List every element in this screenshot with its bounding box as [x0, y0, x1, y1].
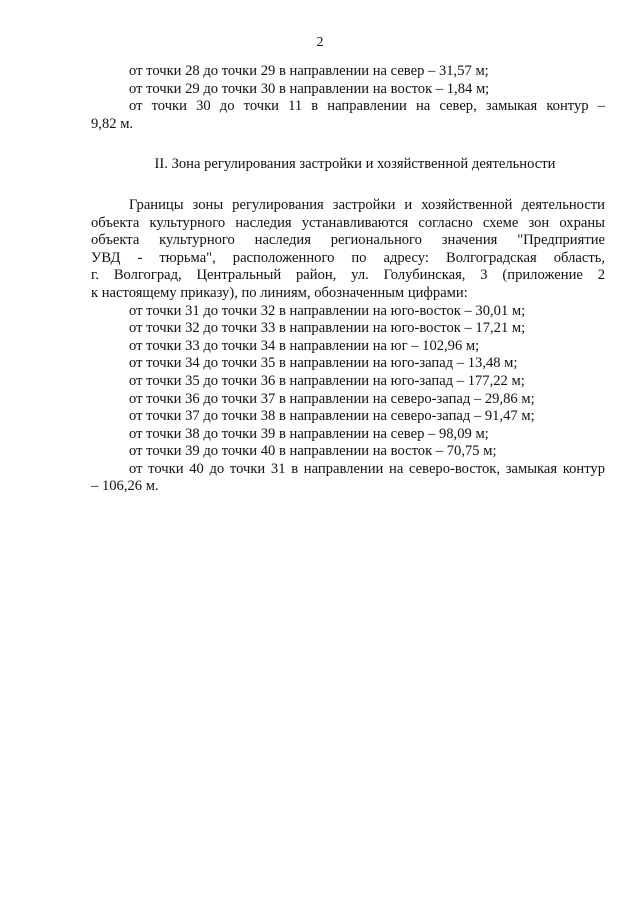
boundary-line: от точки 29 до точки 30 в направлении на восток – 1,84 м; [129, 80, 490, 97]
boundary-line: от точки 33 до точки 34 в направлении на юг – 102,96 м; [129, 337, 480, 354]
boundary-line-continuation: – 106,26 м. [91, 478, 159, 495]
paragraph-line: Границы зоны регулирования застройки и хозяйственной деятельности [129, 196, 605, 213]
page-number: 2 [316, 35, 324, 50]
paragraph-line: объекта культурного наследия регионального значения "Предприятие [91, 232, 605, 249]
boundary-line: от точки 37 до точки 38 в направлении на северо-запад – 91,47 м; [129, 408, 535, 425]
boundary-line: от точки 34 до точки 35 в направлении на юго-запад – 13,48 м; [129, 355, 518, 372]
boundary-line: от точки 40 до точки 31 в направлении на северо-восток, замыкая контур [129, 460, 605, 477]
boundary-line: от точки 30 до точки 11 в направлении на север, замыкая контур – [129, 98, 605, 115]
section-2-boundary-list [91, 303, 605, 497]
boundary-line: от точки 32 до точки 33 в направлении на юго-восток – 17,21 м; [129, 320, 526, 337]
document-body [91, 63, 605, 496]
boundary-line: от точки 36 до точки 37 в направлении на северо-запад – 29,86 м; [129, 390, 535, 407]
section-heading: II. Зона регулирования застройки и хозяйственной деятельности [154, 156, 556, 173]
boundary-line-continuation: 9,82 м. [91, 115, 134, 132]
boundary-line: от точки 28 до точки 29 в направлении на север – 31,57 м; [129, 63, 489, 79]
boundary-line: от точки 38 до точки 39 в направлении на север – 98,09 м; [129, 425, 489, 442]
boundary-line: от точки 35 до точки 36 в направлении на юго-запад – 177,22 м; [129, 372, 525, 389]
boundary-line: от точки 39 до точки 40 в направлении на восток – 70,75 м; [129, 443, 497, 460]
zone-description-paragraph [91, 197, 605, 303]
paragraph-line: г. Волгоград, Центральный район, ул. Голубинская, 3 (приложение 2 [91, 267, 605, 284]
paragraph-line: объекта культурного наследия устанавливаются согласно схеме зон охраны [91, 214, 605, 231]
section-1-boundary-list [91, 63, 605, 133]
paragraph-line: УВД - тюрьма", расположенного по адресу: Волгоградская область, [91, 249, 605, 266]
boundary-line: от точки 31 до точки 32 в направлении на юго-восток – 30,01 м; [129, 302, 526, 319]
paragraph-line: к настоящему приказу), по линиям, обозначенным цифрами: [91, 284, 468, 301]
